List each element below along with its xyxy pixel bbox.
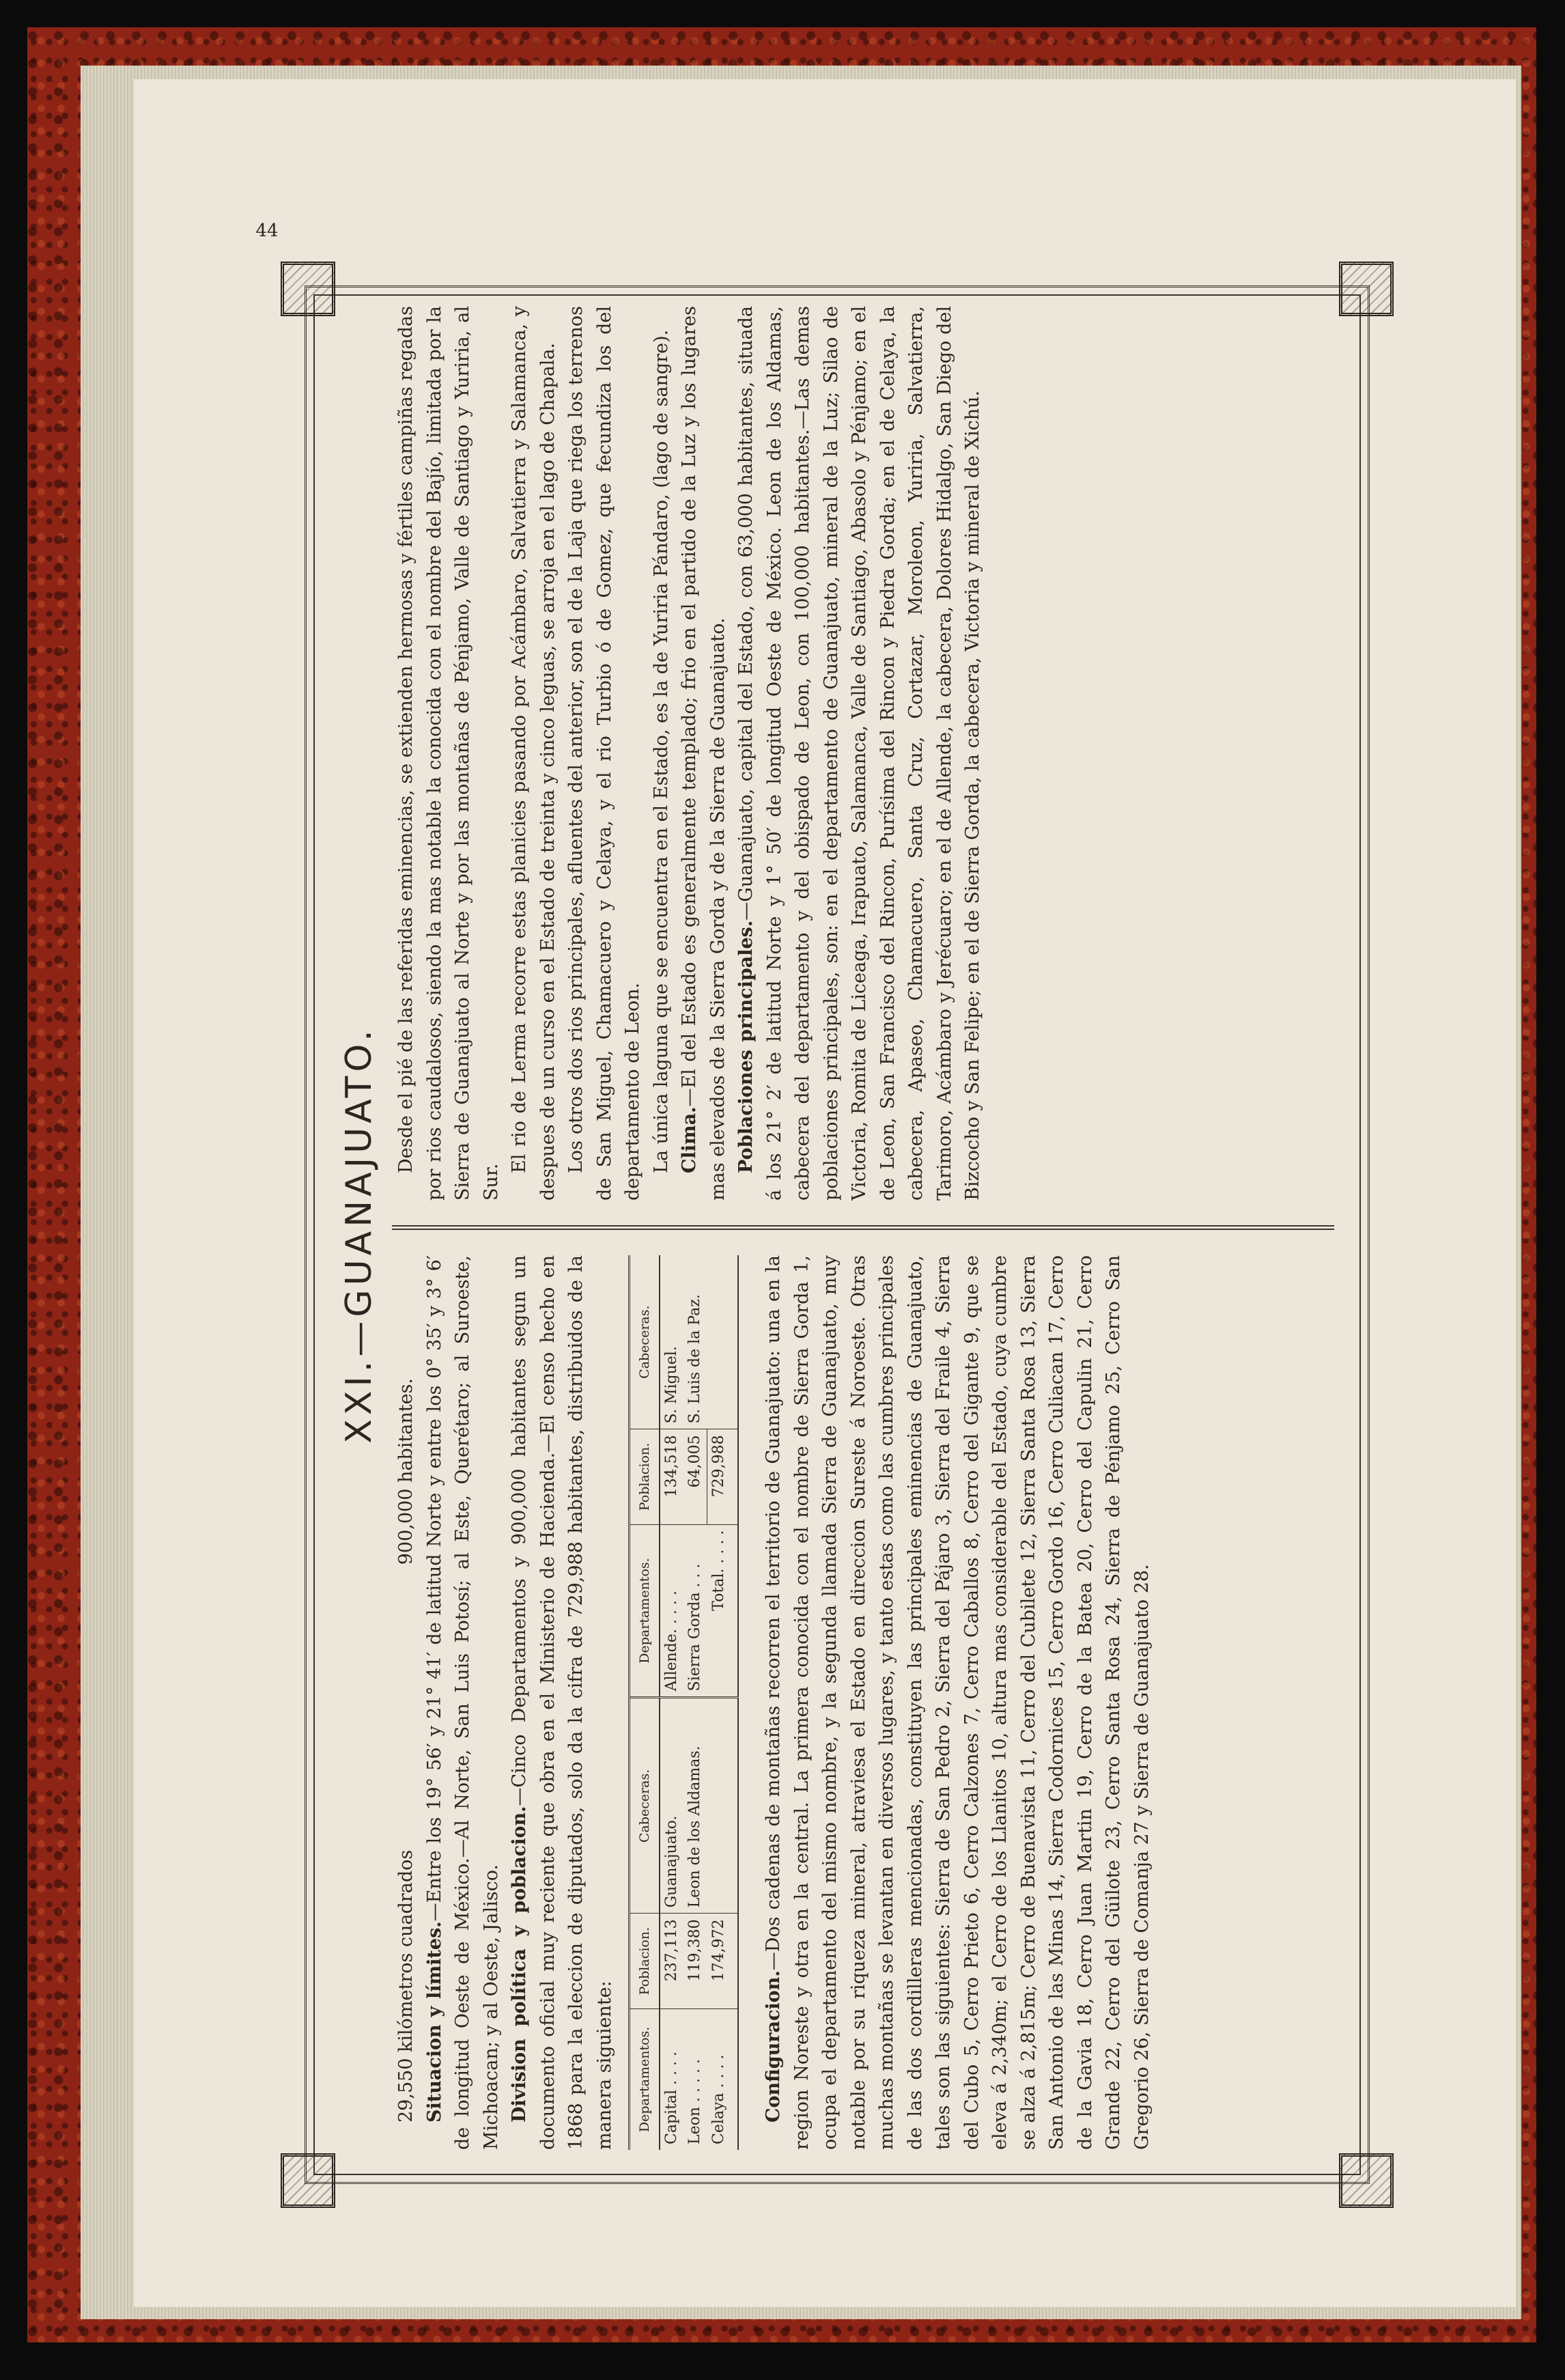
paragraph-clima: Clima.—El del Estado es generalmente templado; frio en el partido de la Luz y los lugares mas elevados de la Sierra Gorda y de la Sierra de Guanajuato. (679, 306, 729, 1201)
paragraph-division: Division política y poblacion.—Cinco Departamentos y 900,000 habitantes segun un documento oficial muy reciente que obra en el Ministerio de Hacienda.—El censo hecho en 1868 para la eleccion de diputados, solo da la cifra de 729,988 habitantes, distribuidos de la manera siguiente: (509, 1255, 615, 2150)
paragraph-situacion: Situacion y límites.—Entre los 19° 56′ y 21° 41′ de latitud Norte y entre los 0° 35′ y 3° 6′ de longitud Oeste de México.—Al Norte, San Luis Potosí; al Este, Querétaro; al Suroeste, Michoacan; y al Oeste, Jalisco. (423, 1255, 502, 2150)
paragraph-rios-2: El rio de Lerma recorre estas planicies pasando por Acámbaro, Salvatierra y Salamanca, y despues de un curso en el Estado de treinta y cinco leguas, se arroja en el lago de Chapala. (509, 306, 559, 1201)
section-heading: Configuracion. (763, 1970, 784, 2123)
table-header-row: Departamentos. Poblacion. Cabeceras. Departamentos. Poblacion. Cabeceras. (630, 1255, 660, 2150)
census-table (628, 1255, 739, 2150)
right-column (392, 306, 1348, 1201)
left-column (392, 1255, 1348, 2150)
paragraph-poblaciones: Poblaciones principales.—Guanajuato, capital del Estado, con 63,000 habitantes, situada á los 21° 2′ de latitud Norte y 1° 50′ de longitud Oeste de México. Leon de los Aldamas, cabecera del departamento y del obispado de Leon, con 100,000 habitantes.—Las demas poblaciones principales, son: en el departamento de Guanajuato, mineral de la Luz; Silao de Victoria, Romita de Liceaga, Irapuato, Salamanca, Valle de Santiago, Abasolo y Pénjamo; en el de Leon, San Francisco del Rincon, Purísima del Rincon y Piedra Gorda; en el de Celaya, la cabecera, Apaseo, Chamacuero, Santa Cruz, Cortazar, Moroleon, Yuriria, Salvatierra, Tarimoro, Acámbaro y Jerécuaro; en el de Allende, la cabecera, Dolores Hidalgo, San Diego del Bizcocho y San Felipe; en el de Sierra Gorda, la cabecera, Victoria y mineral de Xichú. (735, 306, 983, 1201)
corner-ornament-icon (281, 262, 335, 316)
paragraph-rios-3: Los otros dos rios principales, afluentes del anterior, son el de la Laja que riega los terrenos de San Miguel, Chamacuero y Celaya, y el rio Turbio ó de Gomez, que fecundiza los del departamento de Leon. (565, 306, 643, 1201)
table-row: Celaya . . . . 174,972 Total. . . . . 729,988 (707, 1255, 739, 2150)
paragraph-rios-1: Desde el pié de las referidas eminencias, se extienden hermosas y fértiles campiñas regadas por rios caudalosos, siendo la mas notable la conocida con el nombre del Bajío, limitada por la Sierra de Guanajuato al Norte y por las montañas de Pénjamo, Valle de Santiago y Yuriria, al Sur. (395, 306, 502, 1201)
corner-ornament-icon (1339, 2153, 1394, 2208)
section-heading: Clima. (679, 1106, 700, 1173)
rotated-page-content (134, 79, 1516, 2307)
column-divider (392, 1225, 1334, 1230)
section-heading: Poblaciones principales. (735, 920, 757, 1173)
section-heading: Situacion y límites. (423, 1921, 445, 2123)
table-row: Leon . . . . . 119,380 Leon de los Aldamas. Sierra Gorda . . . 64,005 S. Luis de la Paz. (683, 1255, 707, 2150)
inhabitants-value: 900,000 habitantes. (395, 1378, 417, 1565)
page-number: 44 (255, 221, 279, 241)
section-heading: Division política y poblacion. (509, 1806, 530, 2123)
total-label: Total. . . . . (707, 1524, 739, 1698)
corner-ornament-icon (281, 2153, 335, 2208)
total-value: 729,988 (707, 1429, 739, 1524)
paragraph-configuracion: Configuracion.—Dos cadenas de montañas recorren el territorio de Guanajuato: una en la region Noreste y otra en la central. La primera conocida con el nombre de Sierra Gorda 1, ocupa el departamento del mismo nombre, y la segunda llamada Sierra de Guanajuato, muy notable por su riqueza mineral, atraviesa el Estado en direccion Sureste á Noroeste. Otras muchas montañas se levantan en diversos lugares, y tanto estas como las cumbres principales de las dos cordilleras mencionadas, constituyen las principales eminencias de Guanajuato, tales son las siguientes: Sierra de San Pedro 2, Sierra del Pájaro 3, Sierra del Fraile 4, Sierra del Cubo 5, Cerro Prieto 6, Cerro Calzones 7, Cerro Caballos 8, Cerro del Gigante 9, que se eleva á 2,340m; el Cerro de los Llanitos 10, altura mas considerable del Estado, cuya cumbre se alza á 2,815m; Cerro de Buenavista 11, Cerro del Cubilete 12, Sierra Santa Rosa 13, Sierra San Antonio de las Minas 14, Sierra Codornices 15, Cerro Gordo 16, Cerro Culiacan 17, Cerro de la Gavia 18, Cerro Juan Martin 19, Cerro de la Batea 20, Cerro del Capulin 21, Cerro Grande 22, Cerro del Güilote 23, Cerro Santa Rosa 24, Sierra de Pénjamo 25, Cerro San Gregorio 26, Sierra de Comanja 27 y Sierra de Guanajuato 28. (763, 1255, 1153, 2150)
table-row: Capital . . . . 237,113 Guanajuato. Allende. . . . . 134,518 S. Miguel. (660, 1255, 683, 2150)
area-population-line (392, 1255, 421, 2150)
page-title: XXI.—GUANAJUATO. (339, 1026, 380, 1444)
book-page (134, 79, 1516, 2307)
paragraph-rios-4: La única laguna que se encuentra en el Estado, es la de Yuriria Pándaro, (lago de sangre). (650, 329, 672, 1173)
area-value: 29,550 kilómetros cuadrados (395, 1849, 417, 2123)
